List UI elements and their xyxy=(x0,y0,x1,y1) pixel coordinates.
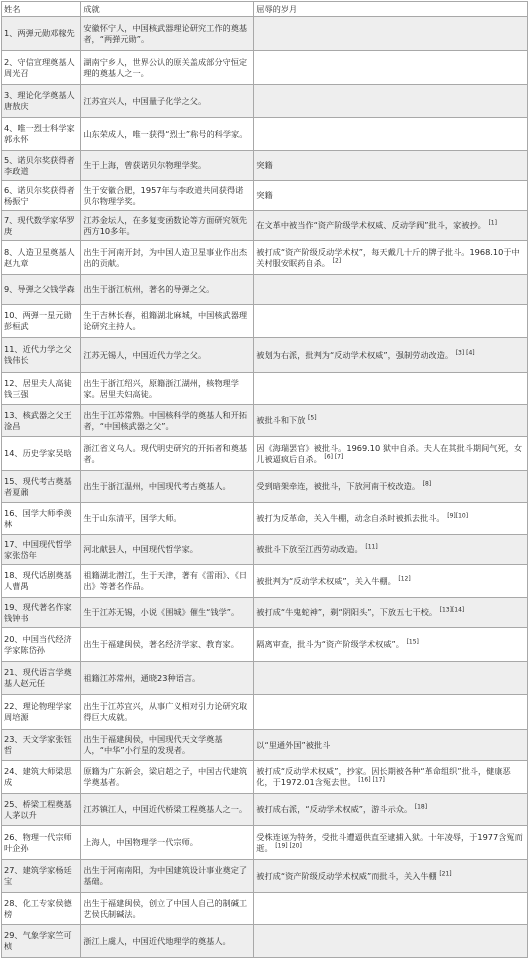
ordeal-text: 突籍 xyxy=(256,160,273,170)
table-row xyxy=(2,51,528,85)
ordeal-cell xyxy=(254,925,528,958)
achievement-cell: 出生于浙江绍兴，原籍浙江湖州，核物理学家。居里夫妇高徒。 xyxy=(81,373,254,405)
table-row xyxy=(2,241,528,275)
achievement-cell: 河北献县人，中国现代哲学家。 xyxy=(81,535,254,565)
achievement-cell: 生于山东清平，国学大师。 xyxy=(81,503,254,535)
achievement-cell: 原籍为广东新会，梁启超之子，中国古代建筑学奠基者。 xyxy=(81,761,254,794)
ordeal-cell xyxy=(254,85,528,118)
achievement-cell: 出生于河南开封，为中国人造卫星事业作出杰出的贡献。 xyxy=(81,241,254,275)
table-row xyxy=(2,338,528,373)
achievement-cell: 江苏镇江人，中国近代桥梁工程奠基人之一。 xyxy=(81,794,254,826)
scientist-name: 17、中国现代哲学家张岱年 xyxy=(2,535,81,565)
achievement-cell: 出生于福建闽侯，创立了中国人自己的制碱工艺侯氏制碱法。 xyxy=(81,893,254,925)
table-row xyxy=(2,118,528,151)
achievement-cell: 祖籍湖北潜江，生于天津，著有《雷雨》、《日出》等著名作品。 xyxy=(81,565,254,598)
table-row xyxy=(2,85,528,118)
ordeal-text: 被批判为“反动学术权威”，关入牛棚。 xyxy=(256,575,396,586)
ordeal-cell xyxy=(254,598,528,628)
ordeal-cell xyxy=(254,471,528,503)
ordeal-text: 受株连诬为特务，受批斗遭逼供直至逮捕入狱。十年凌辱，于1977含冤而逝。 xyxy=(256,831,523,853)
ordeal-cell xyxy=(254,761,528,794)
table-row xyxy=(2,628,528,662)
ordeal-cell xyxy=(254,17,528,51)
scientist-name: 3、理论化学奠基人唐敖庆 xyxy=(2,85,81,118)
achievement-cell: 出生于浙江杭州，著名的导弹之父。 xyxy=(81,275,254,305)
achievement-cell: 生于安徽合肥，1957年与李政道共同获得诺贝尔物理学奖。 xyxy=(81,181,254,211)
table-row xyxy=(2,373,528,405)
ordeal-cell xyxy=(254,118,528,151)
scientist-name: 18、现代话剧奠基人曹禺 xyxy=(2,565,81,598)
ordeal-cell xyxy=(254,826,528,860)
achievement-cell: 出生于江苏宜兴，从事广义相对引力论研究取得巨大成就。 xyxy=(81,695,254,730)
ordeal-cell xyxy=(254,503,528,535)
achievement-cell: 生于吉林长春，祖籍湖北麻城，中国核武器理论研究主持人。 xyxy=(81,305,254,338)
citation-link[interactable]: [21] xyxy=(439,869,452,877)
achievement-cell: 上海人，中国物理学一代宗师。 xyxy=(81,826,254,860)
table-row xyxy=(2,893,528,925)
ordeal-cell xyxy=(254,405,528,437)
achievement-cell: 出生于江苏常熟。中国核科学的奠基人和开拓者，“中国核武器之父”。 xyxy=(81,405,254,437)
scientists-table xyxy=(1,1,528,958)
scientist-name: 12、居里夫人高徒钱三强 xyxy=(2,373,81,405)
citation-link[interactable]: [5] xyxy=(308,414,317,422)
achievement-cell: 江苏无锡人，中国近代力学之父。 xyxy=(81,338,254,373)
table-row xyxy=(2,275,528,305)
scientist-name: 16、国学大师季羡林 xyxy=(2,503,81,535)
table-row xyxy=(2,405,528,437)
ordeal-cell xyxy=(254,373,528,405)
citation-link[interactable]: [2] xyxy=(332,256,342,264)
scientist-name: 8、人造卫星奠基人赵九章 xyxy=(2,241,81,275)
achievement-cell: 浙江上虞人，中国近代地理学的奠基人。 xyxy=(81,925,254,958)
table-row xyxy=(2,17,528,51)
achievement-cell: 出生于浙江温州，中国现代考古奠基人。 xyxy=(81,471,254,503)
header-achievement: 成就 xyxy=(81,2,254,17)
citation-link[interactable]: [12] xyxy=(398,574,411,582)
ordeal-cell xyxy=(254,628,528,662)
ordeal-text: 被批斗下放至江西劳动改造。 xyxy=(256,544,363,554)
ordeal-text: 隔离审查，批斗为“资产阶级学术权威”。 xyxy=(256,639,404,649)
ordeal-cell xyxy=(254,151,528,181)
ordeal-cell xyxy=(254,565,528,598)
table-row xyxy=(2,503,528,535)
citation-link[interactable]: [8] xyxy=(422,480,432,488)
table-row xyxy=(2,860,528,893)
achievement-cell: 出生于福建闽侯，著名经济学家、教育家。 xyxy=(81,628,254,662)
scientist-name: 27、建筑学家杨廷宝 xyxy=(2,860,81,893)
scientist-name: 28、化工专家侯德榜 xyxy=(2,893,81,925)
ordeal-text: 受到暗架牵连，被批斗，下放河南干校改造。 xyxy=(256,481,421,491)
table-row xyxy=(2,151,528,181)
citation-link[interactable]: [18] xyxy=(414,803,428,811)
ordeal-text: 突籍 xyxy=(256,190,273,200)
citation-link[interactable]: [11] xyxy=(365,543,378,551)
header-name: 姓名 xyxy=(2,2,81,17)
ordeal-cell xyxy=(254,893,528,925)
ordeal-cell xyxy=(254,535,528,565)
table-row xyxy=(2,925,528,958)
ordeal-cell xyxy=(254,860,528,893)
scientist-name: 4、唯一烈士科学家郭永怀 xyxy=(2,118,81,151)
ordeal-cell xyxy=(254,305,528,338)
scientist-name: 10、两弹一星元勋彭桓武 xyxy=(2,305,81,338)
achievement-cell: 浙江省义乌人。现代明史研究的开拓者和奠基者。 xyxy=(81,437,254,471)
table-row xyxy=(2,565,528,598)
citation-link[interactable]: [15] xyxy=(406,638,419,646)
achievement-cell: 江苏金坛人，在多复变函数论等方面研究领先西方10多年。 xyxy=(81,211,254,241)
achievement-cell: 出生于福建闽侯，中国现代天文学奠基人，“中华”小行星的发现者。 xyxy=(81,730,254,761)
achievement-cell: 湖南宁乡人，世界公认的原关盖成部分守恒定理的奠基人之一。 xyxy=(81,51,254,85)
scientist-name: 7、现代数学家华罗庚 xyxy=(2,211,81,241)
scientist-name: 13、核武器之父王淦昌 xyxy=(2,405,81,437)
ordeal-cell xyxy=(254,181,528,211)
table-body xyxy=(2,17,528,958)
ordeal-cell xyxy=(254,275,528,305)
ordeal-text: 被打成“资产阶级反动学术权”，每天戴几十斤的牌子批斗。1968.10于中关村服安眠药自杀。 xyxy=(256,246,520,268)
ordeal-cell xyxy=(254,51,528,85)
header-ordeal: 屈辱的岁月 xyxy=(254,2,528,17)
scientist-name: 1、两弹元勋邓稼先 xyxy=(2,17,81,51)
scientist-name: 2、守信宣理奠基人周光召 xyxy=(2,51,81,85)
scientist-name: 9、导弹之父钱学森 xyxy=(2,275,81,305)
scientist-name: 24、建筑大师梁思成 xyxy=(2,761,81,794)
achievement-cell: 出生于河南南阳，为中国建筑设计事业奠定了基础。 xyxy=(81,860,254,893)
ordeal-text: 因《海瑞罢官》被批斗。1969.10 狱中自杀。夫人在其批斗期间气死，女儿被逼疯后自杀。 xyxy=(256,442,523,464)
table-row xyxy=(2,305,528,338)
table-row xyxy=(2,471,528,503)
scientist-name: 29、气象学家竺可桢 xyxy=(2,925,81,958)
table-row xyxy=(2,761,528,794)
table-row xyxy=(2,730,528,761)
citation-link[interactable]: [9][10] xyxy=(447,512,469,520)
scientist-name: 14、历史学家吴晗 xyxy=(2,437,81,471)
scientist-name: 11、近代力学之父钱伟长 xyxy=(2,338,81,373)
citation-link[interactable]: [19] [20] xyxy=(275,841,302,849)
ordeal-cell xyxy=(254,695,528,730)
ordeal-text: 被打为反革命，关入牛棚，动念自杀时被抓去批斗。 xyxy=(256,513,445,523)
table-row xyxy=(2,535,528,565)
table-row xyxy=(2,211,528,241)
ordeal-text: 在文革中被当作“资产阶级学术权威、反动学阀”批斗，家被抄。 xyxy=(256,220,486,230)
table-row xyxy=(2,181,528,211)
scientist-name: 21、现代语言学奠基人赵元任 xyxy=(2,662,81,695)
ordeal-cell xyxy=(254,338,528,373)
scientist-name: 15、现代考古奠基者夏鼐 xyxy=(2,471,81,503)
ordeal-text: 被划为右派，批判为“反动学术权威”，强制劳动改造。 xyxy=(256,349,454,360)
achievement-cell: 祖籍江苏常州，通晓23种语言。 xyxy=(81,662,254,695)
achievement-cell: 生于上海，曾获诺贝尔物理学奖。 xyxy=(81,151,254,181)
table-row xyxy=(2,598,528,628)
ordeal-cell xyxy=(254,794,528,826)
ordeal-text: 被打成右派，“反动学术权威”，游斗示众。 xyxy=(256,804,413,814)
ordeal-cell xyxy=(254,211,528,241)
table-header-row xyxy=(2,2,528,17)
citation-link[interactable]: [6] [7] xyxy=(324,452,344,460)
achievement-cell: 安徽怀宁人，中国核武器理论研究工作的奠基者，“两弹元勋”。 xyxy=(81,17,254,51)
ordeal-cell xyxy=(254,662,528,695)
citation-link[interactable]: [1] xyxy=(488,219,497,227)
ordeal-text: 以“里通外国”被批斗 xyxy=(256,739,331,750)
table-row xyxy=(2,794,528,826)
scientist-name: 23、天文学家张钰哲 xyxy=(2,730,81,761)
ordeal-cell xyxy=(254,241,528,275)
scientist-name: 20、中国当代经济学家陈岱孙 xyxy=(2,628,81,662)
achievement-cell: 江苏宜兴人，中国量子化学之父。 xyxy=(81,85,254,118)
ordeal-text: 被批斗和下放 xyxy=(256,415,306,425)
scientist-name: 22、理论物理学家周培源 xyxy=(2,695,81,730)
table-row xyxy=(2,826,528,860)
scientist-name: 5、诺贝尔奖获得者李政道 xyxy=(2,151,81,181)
achievement-cell: 生于江苏无锡，小说《围城》催生“钱学”。 xyxy=(81,598,254,628)
scientist-name: 25、桥梁工程奠基人茅以升 xyxy=(2,794,81,826)
scientist-name: 19、现代著名作家钱钟书 xyxy=(2,598,81,628)
scientist-name: 26、物理一代宗师叶企孙 xyxy=(2,826,81,860)
ordeal-cell xyxy=(254,730,528,761)
document-page xyxy=(1,1,528,958)
achievement-cell: 山东荣成人，唯一获得“烈士”称号的科学家。 xyxy=(81,118,254,151)
ordeal-cell xyxy=(254,437,528,471)
citation-link[interactable]: [3] [4] xyxy=(455,348,475,356)
ordeal-text: 被打成“资产阶级反动学术权威”而批斗，关入牛棚 xyxy=(256,870,437,881)
ordeal-text: 被打成“反动学术权威”，抄家。因长期被各种“革命组织”批斗，健康恶化，于1972.01含冤去世。 xyxy=(256,766,511,787)
citation-link[interactable]: [13][14] xyxy=(439,606,465,614)
ordeal-text: 被打成“牛鬼蛇神”，剃“阴阳头”，下放五七干校。 xyxy=(256,607,438,617)
citation-link[interactable]: [16] [17] xyxy=(358,776,385,784)
table-row xyxy=(2,662,528,695)
table-row xyxy=(2,437,528,471)
table-row xyxy=(2,695,528,730)
scientist-name: 6、诺贝尔奖获得者杨振宁 xyxy=(2,181,81,211)
